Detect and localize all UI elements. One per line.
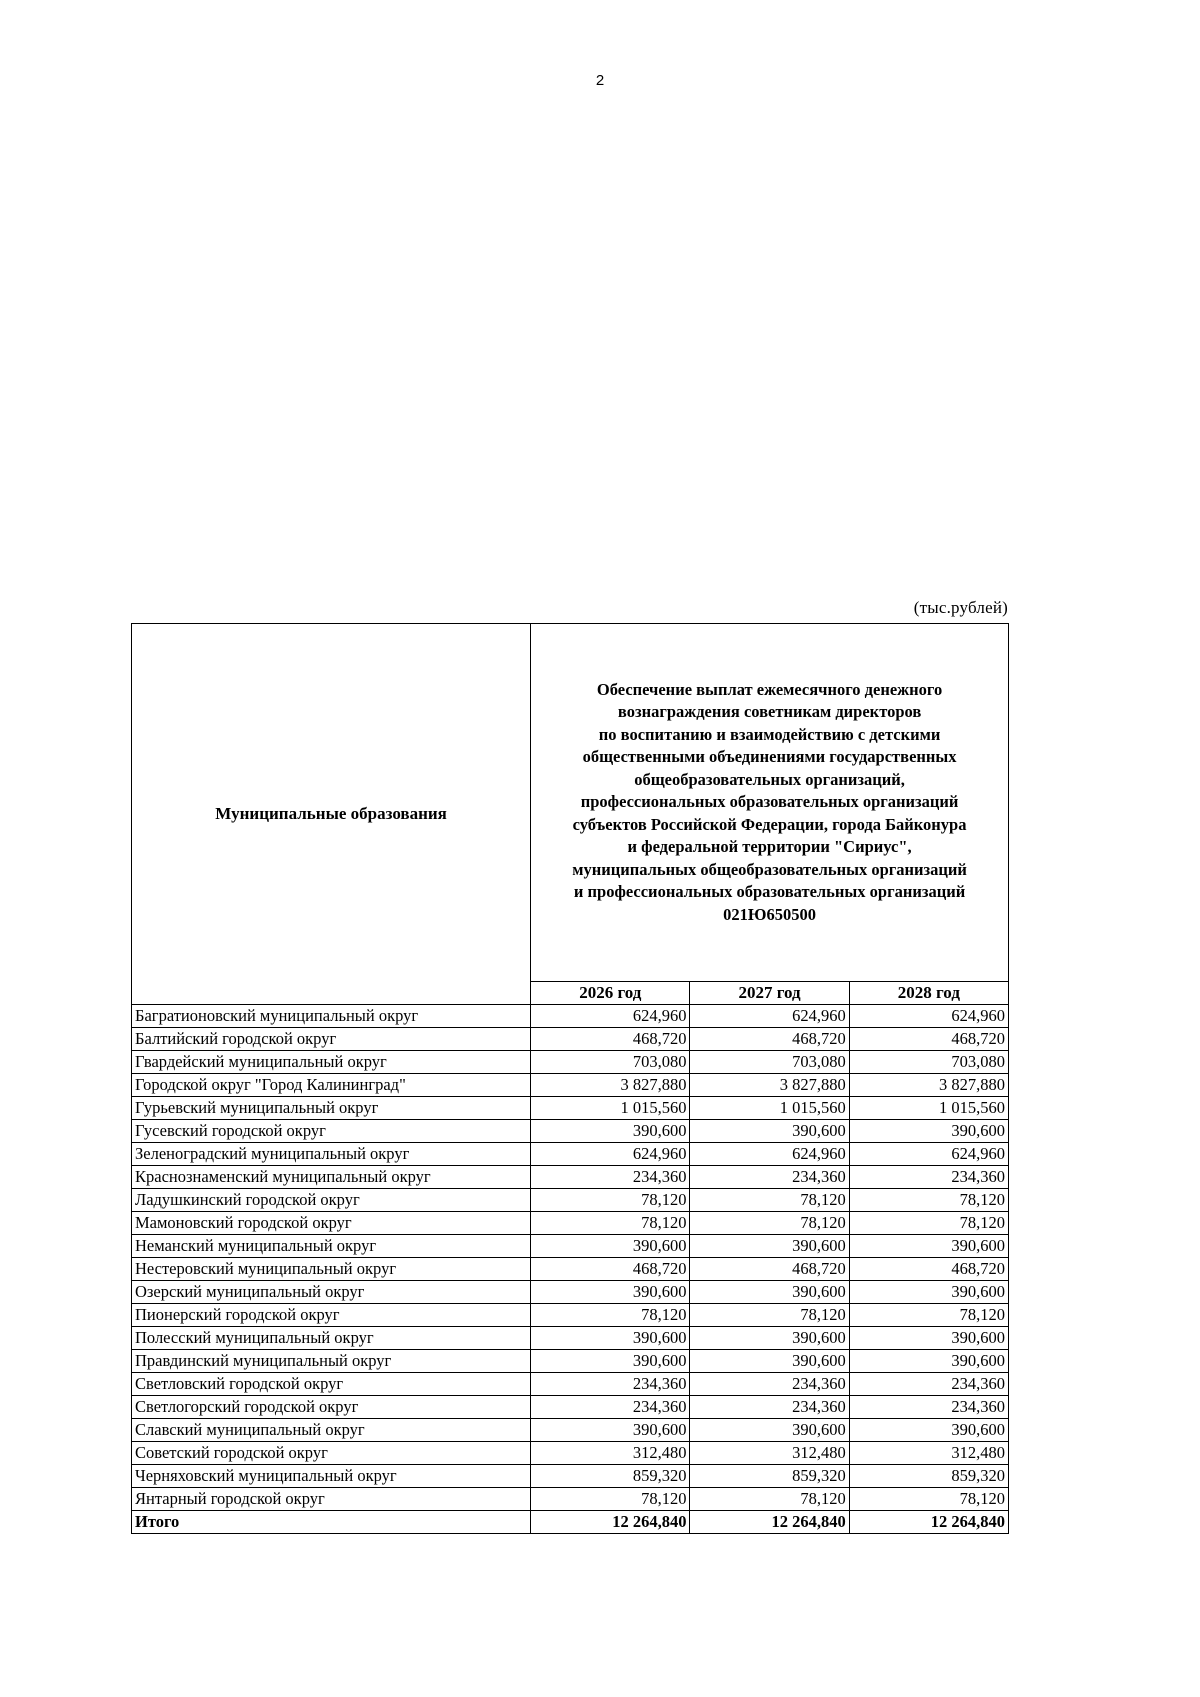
amount-cell: 234,360 [531,1396,690,1419]
municipality-name: Славский муниципальный округ [132,1419,531,1442]
amount-cell: 390,600 [690,1350,849,1373]
amount-cell: 468,720 [690,1028,849,1051]
amount-cell: 390,600 [849,1120,1008,1143]
table-row [132,1373,1009,1396]
municipality-name: Светлогорский городской округ [132,1396,531,1419]
municipality-name: Светловский городской округ [132,1373,531,1396]
municipality-name: Багратионовский муниципальный округ [132,1005,531,1028]
municipality-name: Пионерский городской округ [132,1304,531,1327]
amount-cell: 78,120 [849,1189,1008,1212]
table-row [132,1350,1009,1373]
amount-cell: 390,600 [849,1350,1008,1373]
page-number: 2 [595,72,605,89]
header-title-line: субъектов Российской Федерации, города Байконура [572,814,967,834]
municipality-name: Советский городской округ [132,1442,531,1465]
amount-cell: 390,600 [690,1235,849,1258]
amount-cell: 390,600 [531,1327,690,1350]
amount-cell: 234,360 [849,1166,1008,1189]
municipality-name: Ладушкинский городской округ [132,1189,531,1212]
total-value: 12 264,840 [531,1511,690,1534]
municipality-name: Янтарный городской округ [132,1488,531,1511]
units-label: (тыс.рублей) [913,598,1008,617]
municipality-name: Зеленоградский муниципальный округ [132,1143,531,1166]
amount-cell: 468,720 [849,1028,1008,1051]
table-row [132,1396,1009,1419]
amount-cell: 624,960 [690,1005,849,1028]
table-row [132,1097,1009,1120]
amount-cell: 78,120 [531,1212,690,1235]
amount-cell: 234,360 [531,1373,690,1396]
amount-cell: 390,600 [849,1281,1008,1304]
table-row [132,1235,1009,1258]
table-row [132,1304,1009,1327]
amount-cell: 234,360 [849,1373,1008,1396]
amount-cell: 390,600 [690,1419,849,1442]
table-row [132,1189,1009,1212]
year-header: 2028 год [849,982,1008,1005]
municipality-name: Гвардейский муниципальный округ [132,1051,531,1074]
amount-cell: 703,080 [531,1051,690,1074]
amount-cell: 390,600 [690,1327,849,1350]
amount-cell: 624,960 [531,1143,690,1166]
header-title-line: по воспитанию и взаимодействию с детскими [598,724,941,744]
table-row [132,1419,1009,1442]
amount-cell: 312,480 [531,1442,690,1465]
amount-cell: 78,120 [690,1304,849,1327]
municipality-name: Нестеровский муниципальный округ [132,1258,531,1281]
table-row [132,1120,1009,1143]
total-value: 12 264,840 [849,1511,1008,1534]
amount-cell: 1 015,560 [849,1097,1008,1120]
municipality-name: Правдинский муниципальный округ [132,1350,531,1373]
amount-cell: 1 015,560 [690,1097,849,1120]
amount-cell: 859,320 [690,1465,849,1488]
amount-cell: 703,080 [690,1051,849,1074]
amount-cell: 624,960 [690,1143,849,1166]
table-body [132,1005,1009,1534]
table-row [132,1005,1009,1028]
header-title-line: вознаграждения советникам директоров [617,702,922,722]
table-row [132,1281,1009,1304]
amount-cell: 468,720 [849,1258,1008,1281]
amount-cell: 390,600 [690,1120,849,1143]
header-title-line: профессиональных образовательных организаций [580,792,959,812]
amount-cell: 468,720 [531,1028,690,1051]
amount-cell: 1 015,560 [531,1097,690,1120]
header-title-line: и федеральной территории "Сириус", [627,837,912,857]
table-row [132,1143,1009,1166]
amount-cell: 624,960 [849,1143,1008,1166]
table-row [132,1166,1009,1189]
total-value: 12 264,840 [690,1511,849,1534]
municipality-name: Балтийский городской округ [132,1028,531,1051]
amount-cell: 624,960 [531,1005,690,1028]
amount-cell: 78,120 [690,1212,849,1235]
table-row [132,1028,1009,1051]
amount-cell: 78,120 [849,1488,1008,1511]
amount-cell: 390,600 [849,1235,1008,1258]
municipality-name: Городской округ "Город Калининград" [132,1074,531,1097]
municipality-name: Гурьевский муниципальный округ [132,1097,531,1120]
municipality-name: Гусевский городской округ [132,1120,531,1143]
amount-cell: 703,080 [849,1051,1008,1074]
amount-cell: 234,360 [690,1396,849,1419]
amount-cell: 78,120 [531,1488,690,1511]
amount-cell: 78,120 [849,1212,1008,1235]
table-row [132,1327,1009,1350]
amount-cell: 3 827,880 [531,1074,690,1097]
total-row [132,1511,1009,1534]
amount-cell: 78,120 [849,1304,1008,1327]
header-title-line: 021Ю650500 [723,904,816,924]
year-header: 2027 год [690,982,849,1005]
amount-cell: 390,600 [531,1350,690,1373]
table-header [132,624,1009,1005]
amount-cell: 859,320 [849,1465,1008,1488]
amount-cell: 78,120 [690,1488,849,1511]
amount-cell: 390,600 [849,1327,1008,1350]
amount-cell: 3 827,880 [690,1074,849,1097]
table-row [132,1258,1009,1281]
amount-cell: 390,600 [531,1281,690,1304]
municipality-name: Неманский муниципальный округ [132,1235,531,1258]
amount-cell: 234,360 [690,1373,849,1396]
municipality-name: Мамоновский городской округ [132,1212,531,1235]
year-header: 2026 год [531,982,690,1005]
amount-cell: 234,360 [690,1166,849,1189]
municipality-name: Озерский муниципальный округ [132,1281,531,1304]
table-row [132,1488,1009,1511]
header-title-line: и профессиональных образовательных организаций [573,882,966,902]
amount-cell: 78,120 [690,1189,849,1212]
table-row [132,1442,1009,1465]
amount-cell: 390,600 [690,1281,849,1304]
amount-cell: 390,600 [531,1235,690,1258]
table-row [132,1465,1009,1488]
table-row [132,1212,1009,1235]
header-title [531,624,1009,982]
amount-cell: 234,360 [531,1166,690,1189]
amount-cell: 859,320 [531,1465,690,1488]
header-title-line: общеобразовательных организаций, [634,769,905,789]
amount-cell: 78,120 [531,1189,690,1212]
header-title-line: общественными объединениями государственных [582,747,957,767]
municipality-name: Полесский муниципальный округ [132,1327,531,1350]
amount-cell: 234,360 [849,1396,1008,1419]
amount-cell: 390,600 [531,1419,690,1442]
amount-cell: 3 827,880 [849,1074,1008,1097]
amount-cell: 468,720 [690,1258,849,1281]
amount-cell: 390,600 [849,1419,1008,1442]
amount-cell: 312,480 [849,1442,1008,1465]
amount-cell: 468,720 [531,1258,690,1281]
amount-cell: 312,480 [690,1442,849,1465]
budget-table [131,623,1009,1534]
header-title-line: муниципальных общеобразовательных организаций [572,859,967,879]
header-municipalities: Муниципальные образования [132,624,531,1005]
table-row [132,1074,1009,1097]
amount-cell: 78,120 [531,1304,690,1327]
table-row [132,1051,1009,1074]
amount-cell: 624,960 [849,1005,1008,1028]
municipality-name: Краснознаменский муниципальный округ [132,1166,531,1189]
total-label: Итого [132,1511,531,1534]
header-title-line: Обеспечение выплат ежемесячного денежного [596,679,943,699]
amount-cell: 390,600 [531,1120,690,1143]
municipality-name: Черняховский муниципальный округ [132,1465,531,1488]
